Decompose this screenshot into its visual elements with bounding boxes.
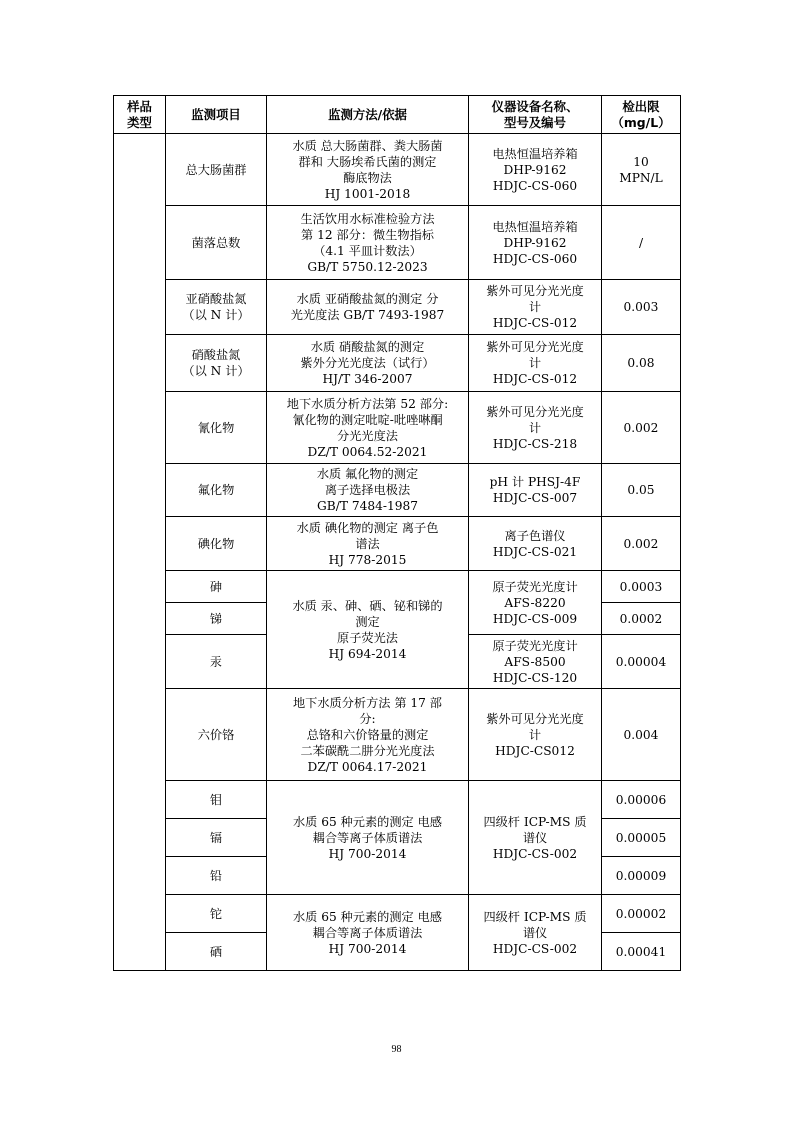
limit-cell: 0.0003 bbox=[602, 571, 681, 603]
item-cell: 砷 bbox=[166, 571, 267, 603]
limit-cell: 0.08 bbox=[602, 335, 681, 392]
table-row bbox=[114, 689, 681, 781]
instrument-cell: 电热恒温培养箱 DHP-9162 HDJC-CS-060 bbox=[469, 134, 602, 206]
table-row bbox=[114, 571, 681, 603]
header-method: 监测方法/依据 bbox=[267, 96, 469, 134]
instrument-cell: 电热恒温培养箱 DHP-9162 HDJC-CS-060 bbox=[469, 206, 602, 280]
limit-cell: 10 MPN/L bbox=[602, 134, 681, 206]
method-cell: 水质 65 种元素的测定 电感 耦合等离子体质谱法 HJ 700-2014 bbox=[267, 781, 469, 895]
item-cell: 菌落总数 bbox=[166, 206, 267, 280]
page-number: 98 bbox=[391, 1044, 402, 1055]
table-row bbox=[114, 280, 681, 335]
instrument-cell: 四级杆 ICP-MS 质 谱仪 HDJC-CS-002 bbox=[469, 895, 602, 971]
item-cell: 钼 bbox=[166, 781, 267, 819]
monitoring-methods-table bbox=[113, 95, 681, 971]
limit-cell: 0.00009 bbox=[602, 857, 681, 895]
item-cell: 硝酸盐氮 （以 N 计） bbox=[166, 335, 267, 392]
header-limit: 检出限 （mg/L） bbox=[602, 96, 681, 134]
method-cell: 水质 总大肠菌群、粪大肠菌 群和 大肠埃希氏菌的测定 酶底物法 HJ 1001-2018 bbox=[267, 134, 469, 206]
item-cell: 亚硝酸盐氮 （以 N 计） bbox=[166, 280, 267, 335]
item-cell: 锑 bbox=[166, 603, 267, 635]
item-cell: 六价铬 bbox=[166, 689, 267, 781]
instrument-cell: 紫外可见分光光度 计 HDJC-CS012 bbox=[469, 689, 602, 781]
item-cell: 总大肠菌群 bbox=[166, 134, 267, 206]
table-row bbox=[114, 206, 681, 280]
limit-cell: 0.003 bbox=[602, 280, 681, 335]
item-cell: 氰化物 bbox=[166, 392, 267, 464]
method-cell: 地下水质分析方法 第 17 部 分: 总铬和六价铬量的测定 二苯碳酰二肼分光光度法 DZ/T 0064.17-2021 bbox=[267, 689, 469, 781]
item-cell: 汞 bbox=[166, 635, 267, 689]
header-item: 监测项目 bbox=[166, 96, 267, 134]
method-cell: 地下水质分析方法第 52 部分: 氰化物的测定吡啶-吡唑啉酮 分光光度法 DZ/T 0064.52-2021 bbox=[267, 392, 469, 464]
limit-cell: 0.004 bbox=[602, 689, 681, 781]
limit-cell: 0.00005 bbox=[602, 819, 681, 857]
table-header-row bbox=[114, 96, 681, 134]
instrument-cell: 紫外可见分光光度 计 HDJC-CS-012 bbox=[469, 335, 602, 392]
instrument-cell: 离子色谱仪 HDJC-CS-021 bbox=[469, 517, 602, 571]
limit-cell: 0.00006 bbox=[602, 781, 681, 819]
method-cell: 水质 65 种元素的测定 电感 耦合等离子体质谱法 HJ 700-2014 bbox=[267, 895, 469, 971]
method-cell: 水质 亚硝酸盐氮的测定 分 光光度法 GB/T 7493-1987 bbox=[267, 280, 469, 335]
limit-cell: 0.00002 bbox=[602, 895, 681, 933]
table-row bbox=[114, 134, 681, 206]
instrument-cell: 原子荧光光度计 AFS-8220 HDJC-CS-009 bbox=[469, 571, 602, 635]
table-row bbox=[114, 464, 681, 517]
sample-type-cell bbox=[114, 134, 166, 971]
table-row bbox=[114, 781, 681, 819]
table-row bbox=[114, 335, 681, 392]
method-cell: 生活饮用水标准检验方法 第 12 部分：微生物指标 （4.1 平皿计数法） GB/T 5750.12-2023 bbox=[267, 206, 469, 280]
limit-cell: 0.002 bbox=[602, 392, 681, 464]
instrument-cell: 原子荧光光度计 AFS-8500 HDJC-CS-120 bbox=[469, 635, 602, 689]
table-row bbox=[114, 895, 681, 933]
limit-cell: 0.00041 bbox=[602, 933, 681, 971]
instrument-cell: 四级杆 ICP-MS 质 谱仪 HDJC-CS-002 bbox=[469, 781, 602, 895]
method-cell: 水质 碘化物的测定 离子色 谱法 HJ 778-2015 bbox=[267, 517, 469, 571]
method-cell: 水质 硝酸盐氮的测定 紫外分光光度法（试行） HJ/T 346-2007 bbox=[267, 335, 469, 392]
table-row bbox=[114, 517, 681, 571]
limit-cell: 0.00004 bbox=[602, 635, 681, 689]
instrument-cell: 紫外可见分光光度 计 HDJC-CS-218 bbox=[469, 392, 602, 464]
limit-cell: 0.002 bbox=[602, 517, 681, 571]
item-cell: 铅 bbox=[166, 857, 267, 895]
item-cell: 碘化物 bbox=[166, 517, 267, 571]
method-cell: 水质 氟化物的测定 离子选择电极法 GB/T 7484-1987 bbox=[267, 464, 469, 517]
table-row bbox=[114, 392, 681, 464]
limit-cell: 0.0002 bbox=[602, 603, 681, 635]
item-cell: 硒 bbox=[166, 933, 267, 971]
header-sample-type: 样品 类型 bbox=[114, 96, 166, 134]
method-cell: 水质 汞、砷、硒、铋和锑的 测定 原子荧光法 HJ 694-2014 bbox=[267, 571, 469, 689]
instrument-cell: 紫外可见分光光度 计 HDJC-CS-012 bbox=[469, 280, 602, 335]
limit-cell: 0.05 bbox=[602, 464, 681, 517]
limit-cell: / bbox=[602, 206, 681, 280]
header-instrument: 仪器设备名称、 型号及编号 bbox=[469, 96, 602, 134]
item-cell: 氟化物 bbox=[166, 464, 267, 517]
instrument-cell: pH 计 PHSJ-4F HDJC-CS-007 bbox=[469, 464, 602, 517]
item-cell: 铊 bbox=[166, 895, 267, 933]
item-cell: 镉 bbox=[166, 819, 267, 857]
